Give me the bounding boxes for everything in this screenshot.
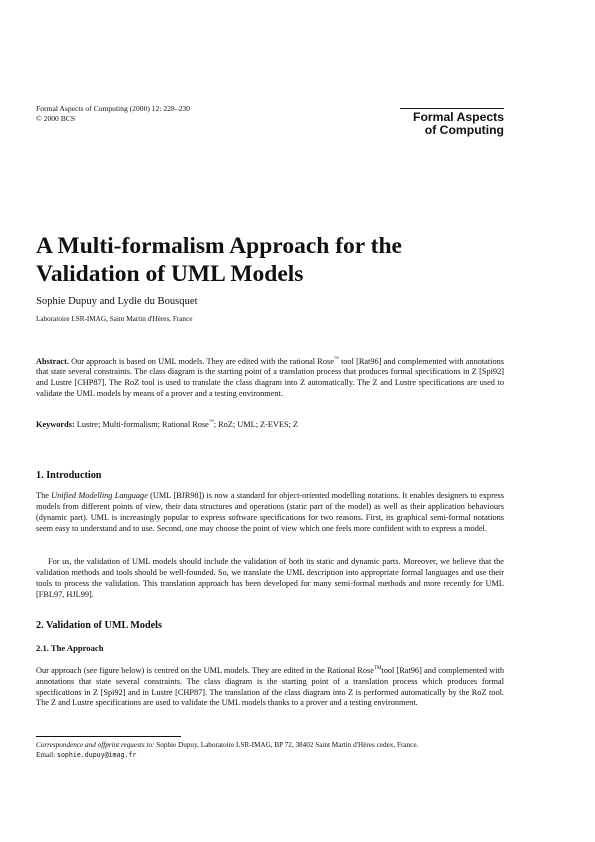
section-1-paragraph-2: For us, the validation of UML models should include the validation of both its static and dynamic parts. Moreover, we believe that the validation methods and tools should be well-founded. So, we translate the UML description into appropriate formal languages and use their tools to process the validation. This translation approach has been developed for many semi-formal methods and more recently for UML [FBL97, HJL99].: [36, 557, 504, 599]
section-2-heading: 2. Validation of UML Models: [36, 620, 162, 631]
title-line-2: Validation of UML Models: [36, 261, 304, 287]
abstract: [36, 355, 504, 399]
authors: Sophie Dupuy and Lydie du Bousquet: [36, 296, 198, 307]
keywords-trademark: ™: [208, 420, 214, 425]
footnote-rule: [36, 736, 181, 737]
keywords-label: Keywords:: [36, 419, 75, 429]
s1-p1-text-b: (UML [BJR98]) is now a standard for object-oriented modelling notations. It enables designers to express models from different points of view, their data structures and operations (static part of the model) as well as their application behaviours (dynamic part). UML is increasingly popular to express software specifications for two reasons. First, its graphical semi-formal notations seem easy to understand and to use. Second, one may choose the point of view which one feels more confident with to express a model.: [36, 491, 504, 533]
abstract-text-b: tool [Rat96] and complemented with annotations that state several constraints. The class diagram is the starting point of a translation process that produces formal specifications in Z [Spi92] and Lustre [CHP87]. The RoZ tool is used to translate the class diagram into Z automatically. The Z and Lustre specifications are used to validate the UML models by means of a prover and a testing environment.: [36, 356, 504, 398]
copyright-line: © 2000 BCS: [36, 114, 76, 123]
footnote-text: Sophie Dupuy, Laboratoire LSR-IMAG, BP 72, 38402 Saint Martin d'Hères cedex, France.: [154, 741, 419, 749]
paper-title: [36, 232, 486, 288]
section-1-paragraph-1: [36, 491, 504, 535]
abstract-text-a: Our approach is based on UML models. They are edited with the rational Rose: [68, 356, 334, 366]
section-1-heading: 1. Introduction: [36, 470, 102, 481]
section-2-1-paragraph-1: [36, 664, 504, 709]
section-2-1-heading: 2.1. The Approach: [36, 643, 104, 653]
s21-p1-text-a: Our approach (see figure below) is centred on the UML models. They are edited in the Rational Rose: [36, 665, 374, 675]
footnote: [36, 740, 504, 760]
keywords: [36, 418, 504, 430]
footnote-label: Correspondence and offprint requests to:: [36, 741, 155, 749]
s21-trademark: TM: [373, 666, 382, 671]
journal-logo: [400, 108, 504, 137]
abstract-trademark: ™: [333, 357, 339, 362]
logo-rule: [400, 108, 504, 109]
keywords-text-a: Lustre; Multi-formalism; Rational Rose: [74, 419, 209, 429]
logo-line-2: of Computing: [424, 123, 504, 137]
title-line-1: A Multi-formalism Approach for the: [36, 233, 402, 259]
s21-p1-text-b: tool [Rat96] and complemented with annotations that state several constraints. The class diagram is the starting point of a translation process which produces formal specifications in Z [Spi92] and in Lustre [CHP87]. The translation of the class diagram into Z is performed automatically by the RoZ tool. The Z and Lustre specifications are used to validate the UML models thanks to a prover and a testing environment.: [36, 665, 504, 708]
s1-p1-text-a: The: [36, 491, 52, 500]
affiliation: Laboratoire LSR-IMAG, Saint Martin d'Hères, France: [36, 315, 193, 323]
logo-line-1: Formal Aspects: [413, 110, 504, 124]
keywords-text-b: ; RoZ; UML; Z-EVES; Z: [213, 419, 299, 429]
journal-citation: Formal Aspects of Computing (2000) 12: 228–230: [36, 104, 190, 113]
footnote-email[interactable]: sophie.dupuy@imag.fr: [56, 751, 137, 759]
s1-p1-italic: Unified Modelling Language: [51, 491, 148, 500]
abstract-label: Abstract.: [36, 356, 69, 366]
journal-header: [36, 104, 190, 124]
footnote-email-label: Email:: [36, 751, 57, 759]
